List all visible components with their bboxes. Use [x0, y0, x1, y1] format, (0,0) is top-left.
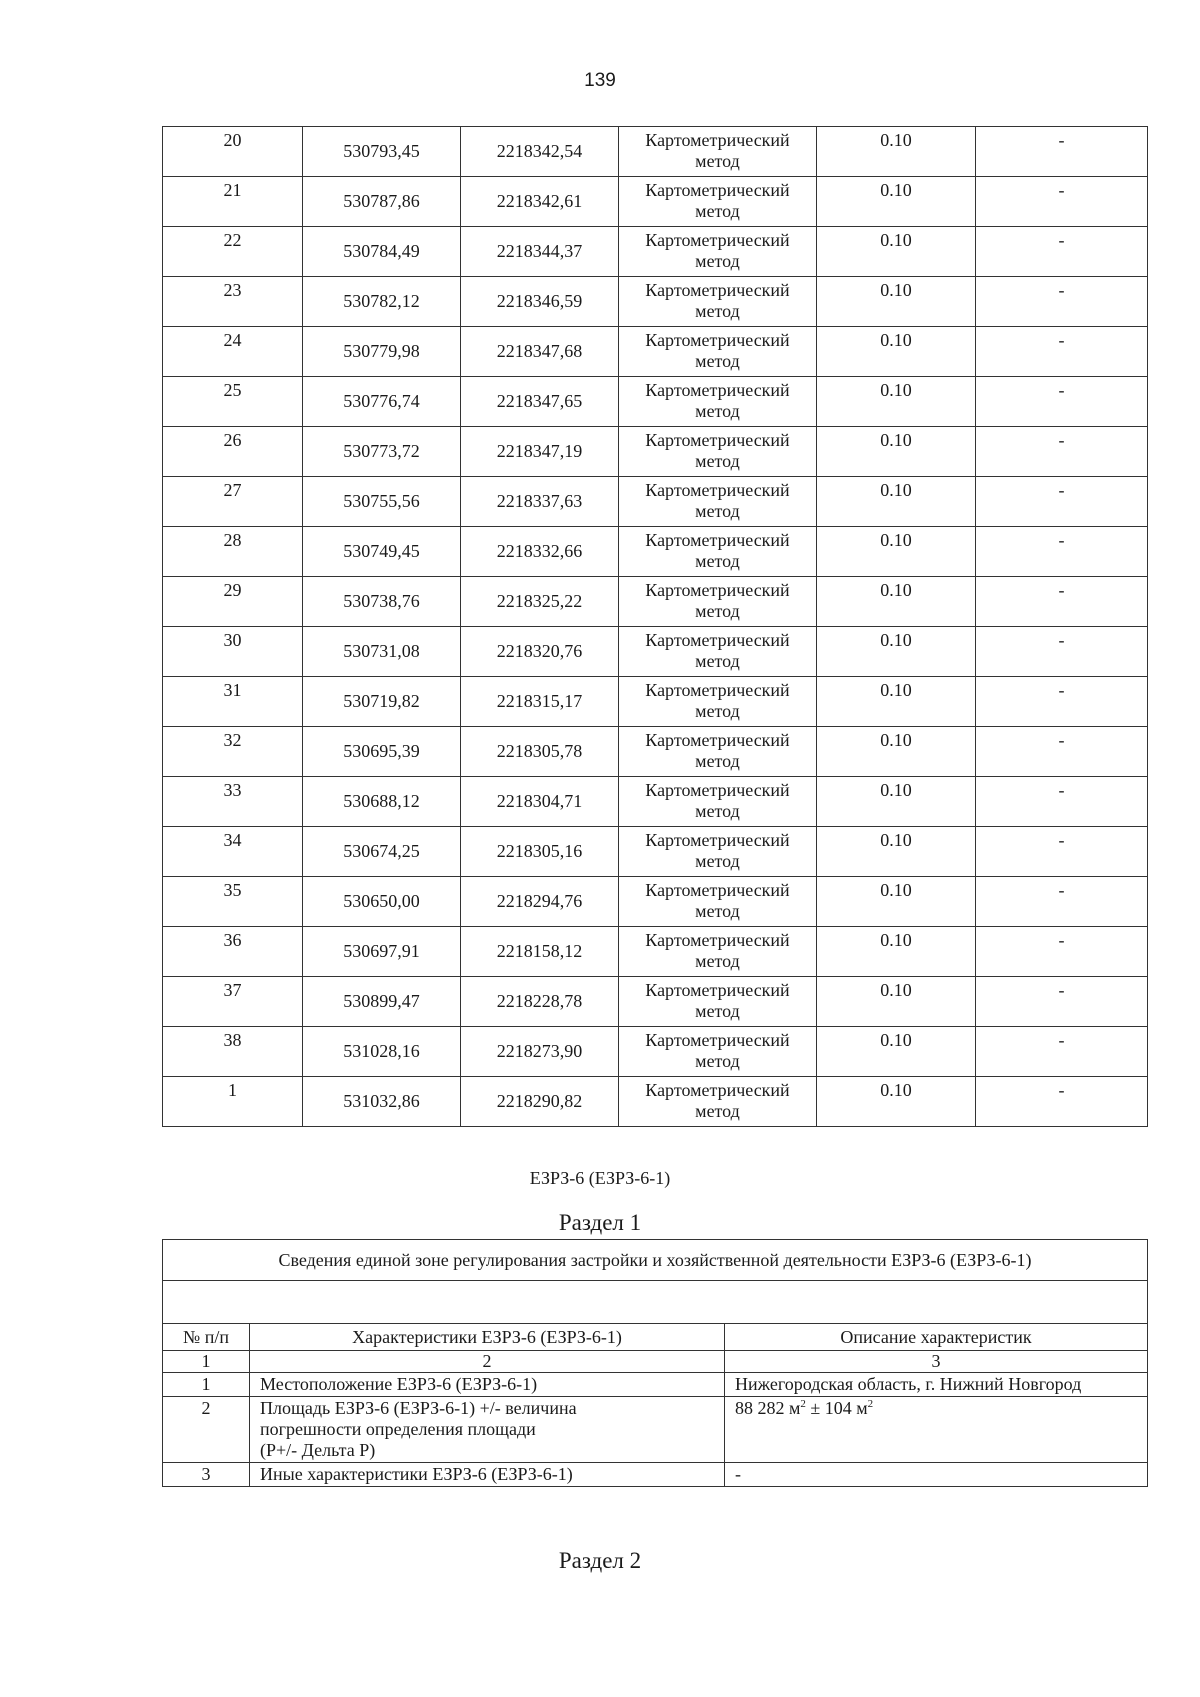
description: - [976, 577, 1148, 627]
x-coordinate: 530749,45 [303, 527, 461, 577]
method-line: Картометрический [645, 1080, 790, 1100]
section-2-title: Раздел 2 [558, 1548, 642, 1573]
description: - [976, 377, 1148, 427]
table-row [163, 327, 1148, 377]
x-coordinate: 530674,25 [303, 827, 461, 877]
y-coordinate: 2218305,16 [461, 827, 619, 877]
method-line: метод [695, 151, 740, 171]
table-row [163, 1373, 1148, 1397]
method-line: Картометрический [645, 380, 790, 400]
x-coordinate: 530793,45 [303, 127, 461, 177]
row-number: 2 [163, 1397, 250, 1463]
description: - [976, 727, 1148, 777]
x-coordinate: 530731,08 [303, 627, 461, 677]
accuracy: 0.10 [817, 577, 976, 627]
method [619, 777, 817, 827]
method-line: метод [695, 251, 740, 271]
characteristic-value: Нижегородская область, г. Нижний Новгород [725, 1373, 1148, 1397]
column-number: 1 [163, 1351, 250, 1373]
method-line: Картометрический [645, 630, 790, 650]
description: - [976, 477, 1148, 527]
header-description: Описание характеристик [725, 1324, 1148, 1351]
table-row [163, 827, 1148, 877]
method-line: метод [695, 1001, 740, 1021]
method [619, 1027, 817, 1077]
method-line: метод [695, 501, 740, 521]
accuracy: 0.10 [817, 127, 976, 177]
description: - [976, 227, 1148, 277]
area-value: 88 282 м [735, 1398, 801, 1418]
description: - [976, 977, 1148, 1027]
y-coordinate: 2218347,19 [461, 427, 619, 477]
x-coordinate: 530695,39 [303, 727, 461, 777]
point-number: 20 [163, 127, 303, 177]
description: - [976, 127, 1148, 177]
area-error-unit-exponent: 2 [867, 1398, 874, 1410]
table-row [163, 877, 1148, 927]
x-coordinate: 530755,56 [303, 477, 461, 527]
area-error: ± 104 м [805, 1398, 868, 1418]
method [619, 1077, 817, 1127]
accuracy: 0.10 [817, 527, 976, 577]
table-row [163, 1397, 1148, 1463]
description: - [976, 627, 1148, 677]
method-line: Картометрический [645, 880, 790, 900]
method [619, 827, 817, 877]
accuracy: 0.10 [817, 427, 976, 477]
accuracy: 0.10 [817, 727, 976, 777]
y-coordinate: 2218344,37 [461, 227, 619, 277]
y-coordinate: 2218337,63 [461, 477, 619, 527]
accuracy: 0.10 [817, 977, 976, 1027]
method [619, 377, 817, 427]
point-number: 35 [163, 877, 303, 927]
description: - [976, 527, 1148, 577]
y-coordinate: 2218294,76 [461, 877, 619, 927]
method [619, 177, 817, 227]
y-coordinate: 2218320,76 [461, 627, 619, 677]
y-coordinate: 2218228,78 [461, 977, 619, 1027]
y-coordinate: 2218332,66 [461, 527, 619, 577]
accuracy: 0.10 [817, 877, 976, 927]
table-row [163, 227, 1148, 277]
zone-title: ЕЗРЗ-6 (ЕЗРЗ-6-1) [529, 1168, 671, 1188]
y-coordinate: 2218304,71 [461, 777, 619, 827]
description: - [976, 777, 1148, 827]
accuracy: 0.10 [817, 827, 976, 877]
table-row [163, 1077, 1148, 1127]
accuracy: 0.10 [817, 627, 976, 677]
y-coordinate: 2218347,68 [461, 327, 619, 377]
method [619, 227, 817, 277]
y-coordinate: 2218158,12 [461, 927, 619, 977]
method-line: метод [695, 1101, 740, 1121]
method [619, 727, 817, 777]
accuracy: 0.10 [817, 327, 976, 377]
method [619, 577, 817, 627]
method [619, 977, 817, 1027]
method [619, 527, 817, 577]
table-row [163, 527, 1148, 577]
method-line: Картометрический [645, 530, 790, 550]
x-coordinate: 530697,91 [303, 927, 461, 977]
x-coordinate: 531028,16 [303, 1027, 461, 1077]
method [619, 277, 817, 327]
column-number: 3 [725, 1351, 1148, 1373]
point-number: 30 [163, 627, 303, 677]
characteristic-value [725, 1397, 1148, 1463]
y-coordinate: 2218315,17 [461, 677, 619, 727]
point-number: 23 [163, 277, 303, 327]
table-row [163, 677, 1148, 727]
point-number: 31 [163, 677, 303, 727]
method [619, 927, 817, 977]
table-row [163, 127, 1148, 177]
point-number: 34 [163, 827, 303, 877]
accuracy: 0.10 [817, 1077, 976, 1127]
y-coordinate: 2218346,59 [461, 277, 619, 327]
header-characteristic: Характеристики ЕЗРЗ-6 (ЕЗРЗ-6-1) [250, 1324, 725, 1351]
accuracy: 0.10 [817, 377, 976, 427]
y-coordinate: 2218342,61 [461, 177, 619, 227]
table-row [163, 777, 1148, 827]
description: - [976, 677, 1148, 727]
description: - [976, 327, 1148, 377]
method-line: Картометрический [645, 780, 790, 800]
method-line: метод [695, 951, 740, 971]
point-number: 22 [163, 227, 303, 277]
table-row [163, 1463, 1148, 1487]
accuracy: 0.10 [817, 227, 976, 277]
column-number: 2 [250, 1351, 725, 1373]
method-line: Картометрический [645, 480, 790, 500]
point-number: 1 [163, 1077, 303, 1127]
x-coordinate: 530773,72 [303, 427, 461, 477]
method-line: Картометрический [645, 330, 790, 350]
x-coordinate: 530779,98 [303, 327, 461, 377]
point-number: 37 [163, 977, 303, 1027]
x-coordinate: 530899,47 [303, 977, 461, 1027]
method [619, 127, 817, 177]
description: - [976, 277, 1148, 327]
method-line: метод [695, 351, 740, 371]
method-line: Картометрический [645, 730, 790, 750]
method-line: метод [695, 551, 740, 571]
method [619, 677, 817, 727]
method-line: Картометрический [645, 180, 790, 200]
x-coordinate: 530782,12 [303, 277, 461, 327]
coordinates-table [162, 126, 1148, 1127]
point-number: 24 [163, 327, 303, 377]
method-line: метод [695, 1051, 740, 1071]
characteristic-name: Иные характеристики ЕЗРЗ-6 (ЕЗРЗ-6-1) [250, 1463, 725, 1487]
y-coordinate: 2218325,22 [461, 577, 619, 627]
table-row [163, 727, 1148, 777]
table-row [163, 977, 1148, 1027]
accuracy: 0.10 [817, 777, 976, 827]
table-row [163, 627, 1148, 677]
table-row [163, 477, 1148, 527]
point-number: 32 [163, 727, 303, 777]
accuracy: 0.10 [817, 177, 976, 227]
description: - [976, 827, 1148, 877]
method-line: Картометрический [645, 980, 790, 1000]
method-line: метод [695, 401, 740, 421]
characteristic-name: Местоположение ЕЗРЗ-6 (ЕЗРЗ-6-1) [250, 1373, 725, 1397]
empty-row [163, 1281, 1148, 1324]
method-line: Картометрический [645, 680, 790, 700]
table-row [163, 377, 1148, 427]
method-line: метод [695, 301, 740, 321]
method-line: Картометрический [645, 280, 790, 300]
method [619, 477, 817, 527]
y-coordinate: 2218305,78 [461, 727, 619, 777]
y-coordinate: 2218273,90 [461, 1027, 619, 1077]
characteristic-name [250, 1397, 725, 1463]
row-number: 3 [163, 1463, 250, 1487]
point-number: 28 [163, 527, 303, 577]
method-line: Картометрический [645, 930, 790, 950]
table-caption: Сведения единой зоне регулирования застройки и хозяйственной деятельности ЕЗРЗ-6 (ЕЗРЗ-6-1) [163, 1240, 1148, 1281]
x-coordinate: 530787,86 [303, 177, 461, 227]
method-line: Картометрический [645, 830, 790, 850]
characteristic-name-line: погрешности определения площади [260, 1419, 536, 1439]
method-line: метод [695, 701, 740, 721]
header-number: № п/п [163, 1324, 250, 1351]
method-line: метод [695, 651, 740, 671]
x-coordinate: 530719,82 [303, 677, 461, 727]
x-coordinate: 531032,86 [303, 1077, 461, 1127]
method-line: метод [695, 851, 740, 871]
row-number: 1 [163, 1373, 250, 1397]
point-number: 25 [163, 377, 303, 427]
point-number: 21 [163, 177, 303, 227]
area-unit-exponent: 2 [800, 1398, 806, 1410]
point-number: 29 [163, 577, 303, 627]
table-row [163, 577, 1148, 627]
table-row [163, 277, 1148, 327]
y-coordinate: 2218347,65 [461, 377, 619, 427]
accuracy: 0.10 [817, 677, 976, 727]
point-number: 33 [163, 777, 303, 827]
x-coordinate: 530784,49 [303, 227, 461, 277]
point-number: 26 [163, 427, 303, 477]
method-line: Картометрический [645, 580, 790, 600]
method-line: метод [695, 201, 740, 221]
method [619, 427, 817, 477]
method [619, 627, 817, 677]
method-line: Картометрический [645, 1030, 790, 1050]
method-line: метод [695, 601, 740, 621]
x-coordinate: 530650,00 [303, 877, 461, 927]
characteristic-value: - [725, 1463, 1148, 1487]
y-coordinate: 2218342,54 [461, 127, 619, 177]
accuracy: 0.10 [817, 477, 976, 527]
point-number: 38 [163, 1027, 303, 1077]
description: - [976, 1077, 1148, 1127]
accuracy: 0.10 [817, 277, 976, 327]
method-line: метод [695, 451, 740, 471]
method-line: Картометрический [645, 230, 790, 250]
description: - [976, 177, 1148, 227]
table-row [163, 927, 1148, 977]
zone-info-table [162, 1239, 1148, 1487]
characteristic-name-line: Площадь ЕЗРЗ-6 (ЕЗРЗ-6-1) +/- величина [260, 1398, 577, 1418]
accuracy: 0.10 [817, 927, 976, 977]
description: - [976, 927, 1148, 977]
method-line: метод [695, 801, 740, 821]
x-coordinate: 530688,12 [303, 777, 461, 827]
x-coordinate: 530738,76 [303, 577, 461, 627]
accuracy: 0.10 [817, 1027, 976, 1077]
point-number: 27 [163, 477, 303, 527]
description: - [976, 427, 1148, 477]
description: - [976, 1027, 1148, 1077]
method-line: метод [695, 751, 740, 771]
section-1-title: Раздел 1 [558, 1210, 642, 1235]
characteristic-name-line: (Р+/- Дельта Р) [260, 1440, 376, 1460]
x-coordinate: 530776,74 [303, 377, 461, 427]
method-line: Картометрический [645, 130, 790, 150]
method [619, 327, 817, 377]
point-number: 36 [163, 927, 303, 977]
method-line: Картометрический [645, 430, 790, 450]
table-row [163, 1027, 1148, 1077]
table-row [163, 177, 1148, 227]
description: - [976, 877, 1148, 927]
method [619, 877, 817, 927]
method-line: метод [695, 901, 740, 921]
y-coordinate: 2218290,82 [461, 1077, 619, 1127]
table-row [163, 427, 1148, 477]
page-number: 139 [584, 70, 616, 91]
